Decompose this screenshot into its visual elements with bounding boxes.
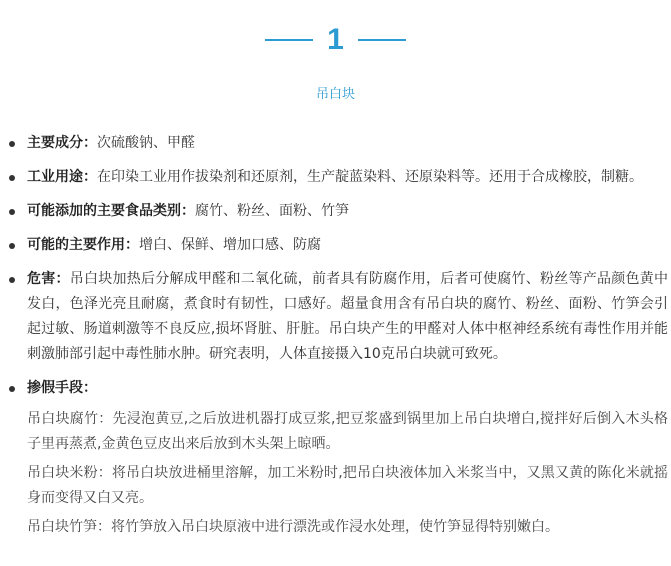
item-label: 掺假手段：: [27, 380, 97, 396]
item-label: 可能的主要作用：: [27, 237, 139, 253]
method-paragraph-tofu-skin: 吊白块腐竹：先浸泡黄豆,之后放进机器打成豆浆,把豆浆盛到锅里加上吊白块增白,搅拌好后倒入木头格子里再蒸煮,金黄色豆皮出来后放到木头架上晾晒。: [27, 411, 668, 452]
methods-block: [27, 407, 668, 540]
method-paragraph-rice-noodle: 吊白块米粉：将吊白块放进桶里溶解，加工米粉时,把吊白块液体加入米浆当中，又黑又黄的陈化米就摇身而变得又白又亮。: [27, 465, 668, 506]
list-item-food-categories: [0, 199, 668, 224]
item-label: 主要成分：: [27, 135, 97, 151]
list-item-industrial-use: [0, 165, 668, 190]
section-number: 1: [327, 23, 344, 56]
item-label: 危害：: [27, 271, 70, 287]
item-text: 在印染工业用作拔染剂和还原剂，生产靛蓝染料、还原染料等。还用于合成橡胶，制糖。: [97, 169, 643, 185]
item-label: 工业用途：: [27, 169, 97, 185]
list-item-main-ingredients: [0, 131, 668, 156]
list-item-hazards: [0, 267, 668, 367]
bullet-icon: [9, 386, 15, 392]
section-header: [0, 22, 671, 102]
item-label: 可能添加的主要食品类别：: [27, 203, 195, 219]
item-text: 增白、保鲜、增加口感、防腐: [139, 237, 321, 253]
bullet-icon: [9, 175, 15, 181]
item-text: 腐竹、粉丝、面粉、竹笋: [195, 203, 349, 219]
method-paragraph-bamboo-shoot: 吊白块竹笋：将竹笋放入吊白块原液中进行漂洗或作浸水处理，使竹笋显得特别嫩白。: [27, 519, 559, 535]
left-divider-line: [265, 39, 313, 41]
bullet-icon: [9, 209, 15, 215]
section-number-row: [0, 22, 671, 58]
fact-list: [0, 131, 668, 549]
item-text: 吊白块加热后分解成甲醛和二氧化硫，前者具有防腐作用，后者可使腐竹、粉丝等产品颜色黄中发白，色泽光亮且耐腐，煮食时有韧性，口感好。超量食用含有吊白块的腐竹、粉丝、面粉、竹笋会引起过敏、肠道刺激等不良反应,损坏肾脏、肝脏。吊白块产生的甲醛对人体中枢神经系统有毒性作用并能刺激肺部引起中毒性肺水肿。研究表明，人体直接摄入10克吊白块就可致死。: [27, 271, 668, 362]
section-subtitle: 吊白块: [315, 87, 355, 102]
bullet-icon: [9, 243, 15, 249]
bullet-icon: [9, 141, 15, 147]
list-item-possible-effects: [0, 233, 668, 258]
bullet-icon: [9, 277, 15, 283]
right-divider-line: [358, 39, 406, 41]
list-item-adulteration-methods: [0, 376, 668, 540]
item-text: 次硫酸钠、甲醛: [97, 135, 195, 151]
